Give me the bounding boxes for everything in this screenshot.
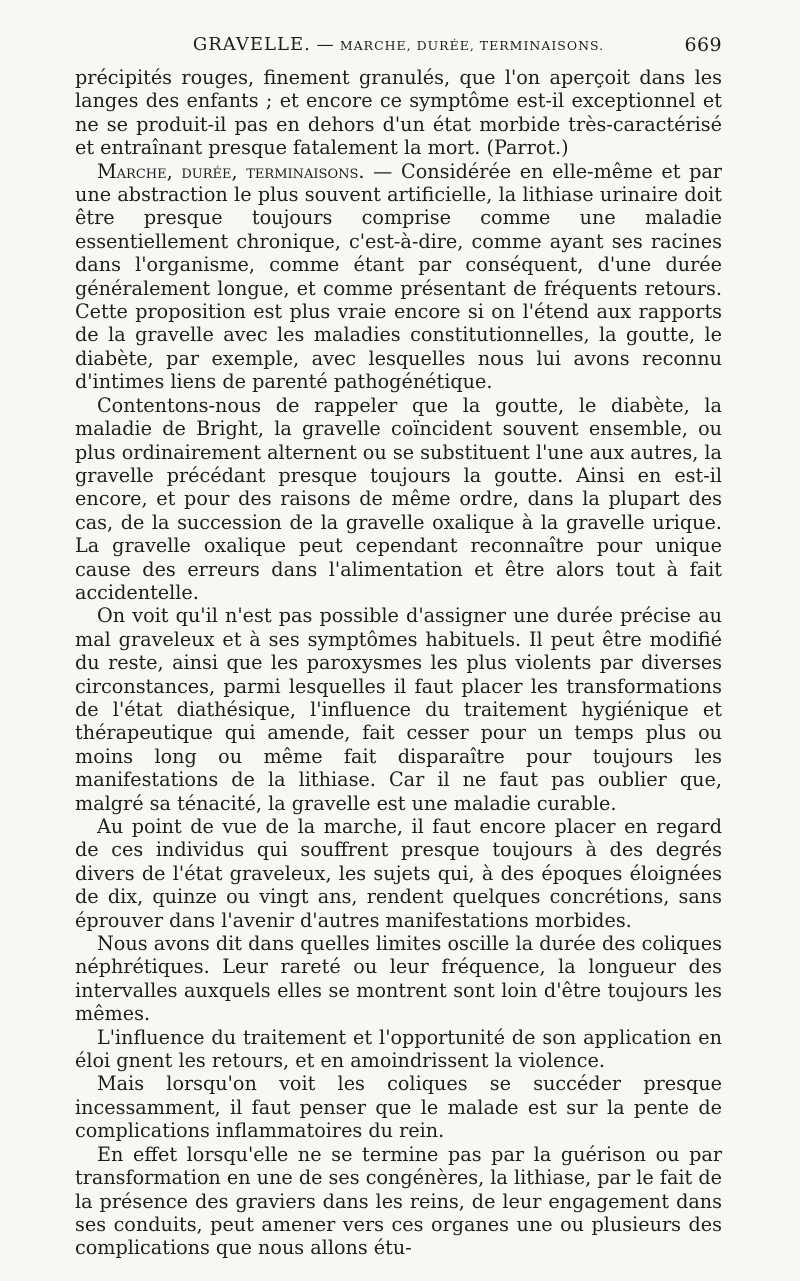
header-section: MARCHE, DURÉE, TERMINAISONS.: [339, 38, 605, 53]
header-title: GRAVELLE.: [192, 34, 311, 55]
paragraph-text: Mais lorsqu'on voit les coliques se succéder presque incessamment, il faut penser que le malade est sur la pente de complications inflammatoires du rein.: [75, 1072, 722, 1143]
paragraph-3: [75, 394, 722, 605]
paragraph-6: [75, 932, 722, 1026]
paragraph-1: [75, 66, 722, 160]
paragraph-text: On voit qu'il n'est pas possible d'assigner une durée précise au mal graveleux et à ses symptômes habituels. Il peut être modifié du reste, ainsi que les paroxysmes les plus violents par diverses circonstances, parmi lesquelles il faut placer les transformations de l'état diathésique, l'influence du traitement hygiénique et thérapeutique qui amende, fait cesser pour un temps plus ou moins long ou même fait disparaître pour toujours les manifestations de la lithiase. Car il ne faut pas oublier que, malgré sa ténacité, la gravelle est une maladie curable.: [75, 604, 722, 815]
paragraph-9: [75, 1143, 722, 1260]
header-dash: —: [316, 35, 335, 55]
page-body: [75, 66, 722, 1260]
paragraph-text: En effet lorsqu'elle ne se termine pas par la guérison ou par transformation en une de ses congénères, la lithiase, par le fait de la présence des graviers dans les reins, de leur engagement dans ses conduits, peut amener vers ces organes une ou plusieurs des complications que nous allons étu-: [75, 1142, 722, 1260]
paragraph-8: [75, 1072, 722, 1142]
page-number: 669: [684, 34, 722, 56]
paragraph-2: [75, 160, 722, 394]
paragraph-text: Au point de vue de la marche, il faut encore placer en regard de ces individus qui souffrent presque toujours à des degrés divers de l'état graveleux, les sujets qui, à des époques éloignées de dix, quinze ou vingt ans, rendent quelques concrétions, sans éprouver dans l'avenir d'autres manifestations morbides.: [75, 815, 722, 932]
header-center: [75, 34, 722, 55]
paragraph-text: L'influence du traitement et l'opportunité de son application en éloi gnent les retours, et en amoindrissent la violence.: [75, 1025, 722, 1073]
paragraph-4: [75, 604, 722, 815]
paragraph-text: Contentons-nous de rappeler que la goutte, le diabète, la maladie de Bright, la gravelle coïncident souvent ensemble, ou plus ordinairement alternent ou se substituent l'une aux autres, la gravelle précédant presque toujours la goutte. Ainsi en est-il encore, et pour des raisons de même ordre, dans la plupart des cas, de la succession de la gravelle oxalique à la gravelle urique. La gravelle oxalique peut cependant reconnaître pour unique cause des erreurs dans l'alimentation et être alors tout à fait accidentelle.: [75, 393, 722, 604]
paragraph-5: [75, 815, 722, 932]
running-header: [75, 34, 722, 58]
section-lead: Marche, durée, terminaisons.: [97, 159, 365, 183]
paragraph-text: — Considérée en elle-même et par une abstraction le plus souvent artificielle, la lithiase urinaire doit être presque toujours comprise comme une maladie essentiellement chronique, c'est-à-dire, comme ayant ses racines dans l'organisme, comme étant par conséquent, d'une durée généralement longue, et comme présentant de fréquents retours. Cette proposition est plus vraie encore si on l'étend aux rapports de la gravelle avec les maladies constitutionnelles, la goutte, le diabète, par exemple, avec lesquelles nous lui avons reconnu d'intimes liens de parenté pathogénétique.: [75, 159, 722, 394]
paragraph-7: [75, 1026, 722, 1073]
paragraph-text: Nous avons dit dans quelles limites oscille la durée des coliques néphrétiques. Leur rareté ou leur fréquence, la longueur des intervalles auxquels elles se montrent sont loin d'être toujours les mêmes.: [75, 932, 722, 1026]
paragraph-text: précipités rouges, finement granulés, que l'on aperçoit dans les langes des enfants ; et encore ce symptôme est-il exceptionnel et ne se produit-il pas en dehors d'un état morbide très-caractérisé et entraînant presque fatalement la mort. (Parrot.): [75, 66, 722, 160]
